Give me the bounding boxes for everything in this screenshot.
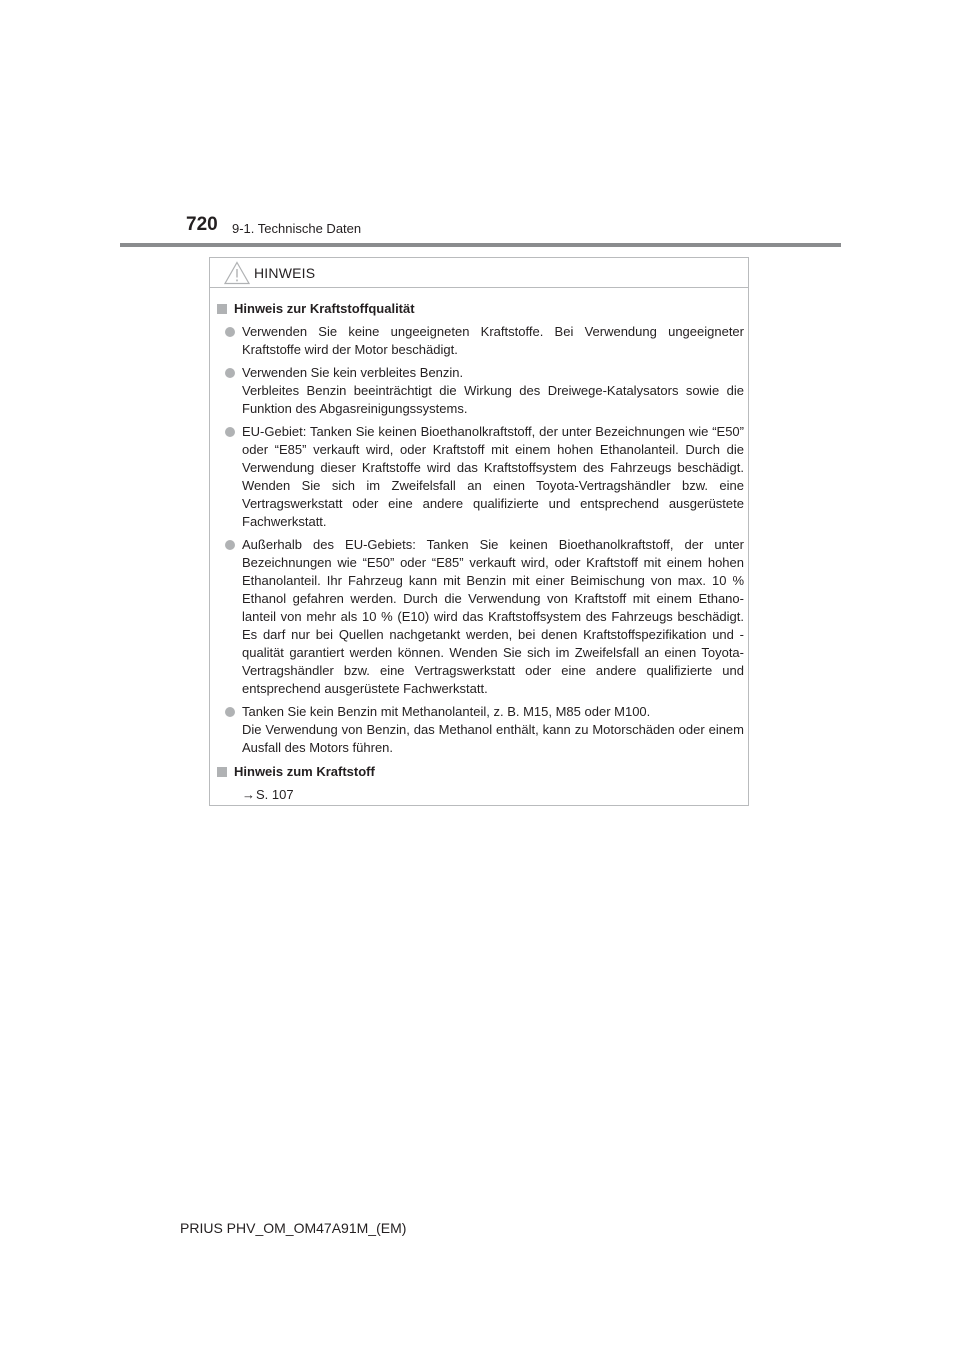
- section-heading-fuel: [216, 763, 744, 781]
- round-bullet-icon: [225, 327, 235, 337]
- round-bullet-icon: [225, 540, 235, 550]
- item-text: Verwenden Sie keine ungeeigneten Kraftstoffe. Bei Verwendung ungeeigneter Kraftstoffe wird der Motor beschädigt.: [242, 324, 744, 357]
- section-title: 9-1. Technische Daten: [232, 221, 362, 236]
- list-item: [216, 323, 744, 359]
- item-text: Tanken Sie kein Benzin mit Methanolanteil, z. B. M15, M85 oder M100.: [242, 704, 651, 719]
- item-text: EU-Gebiet: Tanken Sie keinen Bioethanolkraftstoff, der unter Bezeichnungen wie “E50” oder “E85” verkauft wird, oder Kraftstoff mit einem hohen Ethanolanteil. Durch die Verwendung dieser Kraftstoffe wird das Kraftstoffsystem des Fahrzeugs beschädigt. Wenden Sie sich im Zweifelsfall an einen Toyota-Vertragshändler bzw. eine Vertragswerkstatt oder eine andere qualifizierte und entsprechend ausgerüstete Fachwerkstatt.: [242, 424, 744, 529]
- round-bullet-icon: [225, 368, 235, 378]
- section-heading-text: Hinweis zur Kraftstoffqualität: [234, 301, 415, 316]
- footer-model-code: PRIUS PHV_OM_OM47A91M_(EM): [180, 1220, 407, 1236]
- notice-title: HINWEIS: [254, 265, 316, 281]
- list-item: [216, 703, 744, 757]
- notice-box: [209, 257, 749, 806]
- item-text: Verwenden Sie kein verbleites Benzin.: [242, 365, 464, 380]
- notice-header: [210, 258, 748, 288]
- square-bullet-icon: [217, 767, 227, 777]
- list-item: [216, 423, 744, 531]
- page-number: 720: [186, 214, 218, 235]
- section-heading-text: Hinweis zum Kraftstoff: [234, 764, 375, 779]
- square-bullet-icon: [217, 304, 227, 314]
- notice-body: [216, 300, 744, 804]
- round-bullet-icon: [225, 427, 235, 437]
- list-item: [216, 364, 744, 418]
- warning-triangle-icon: [224, 261, 250, 285]
- section-heading-fuel-quality: [216, 300, 744, 318]
- item-text: Außerhalb des EU-Gebiets: Tanken Sie keinen Bioethanolkraftstoff, der unter Bezeichnungen wie “E50” oder “E85” verkauft wird, oder Kraftstoff mit einem hohen Ethanolanteil. Ihr Fahrzeug kann mit Benzin mit einer Beimischung von max. 10 % Ethanol gefahren werden. Durch die Verwendung von Kraftstoff mit einem Ethanolanteil von mehr als 10 % (E10) wird das Kraftstoffsystem des Fahrzeugs beschädigt. Es darf nur bei Quellen nachgetankt werden, bei denen Kraftstoffspezifikation und -qualität garantiert werden können. Wenden Sie sich im Zweifelsfall an einen Toyota-Vertragshändler bzw. eine Vertragswerkstatt oder eine andere qualifizierte und entsprechend ausgerüstete Fachwerkstatt.: [242, 537, 744, 696]
- list-item: [216, 536, 744, 698]
- arrow-right-icon: →: [242, 787, 255, 802]
- round-bullet-icon: [225, 707, 235, 717]
- item-text: Die Verwendung von Benzin, das Methanol enthält, kann zu Motorschäden oder einem Ausfall des Motors führen.: [242, 722, 744, 755]
- header-rule: [120, 243, 841, 247]
- item-text: Verbleites Benzin beeinträchtigt die Wirkung des Dreiwege-Katalysators sowie die Funktion des Abgasreinigungssystems.: [242, 383, 744, 416]
- page-reference-link[interactable]: S. 107: [256, 787, 294, 802]
- page-reference[interactable]: [216, 786, 744, 804]
